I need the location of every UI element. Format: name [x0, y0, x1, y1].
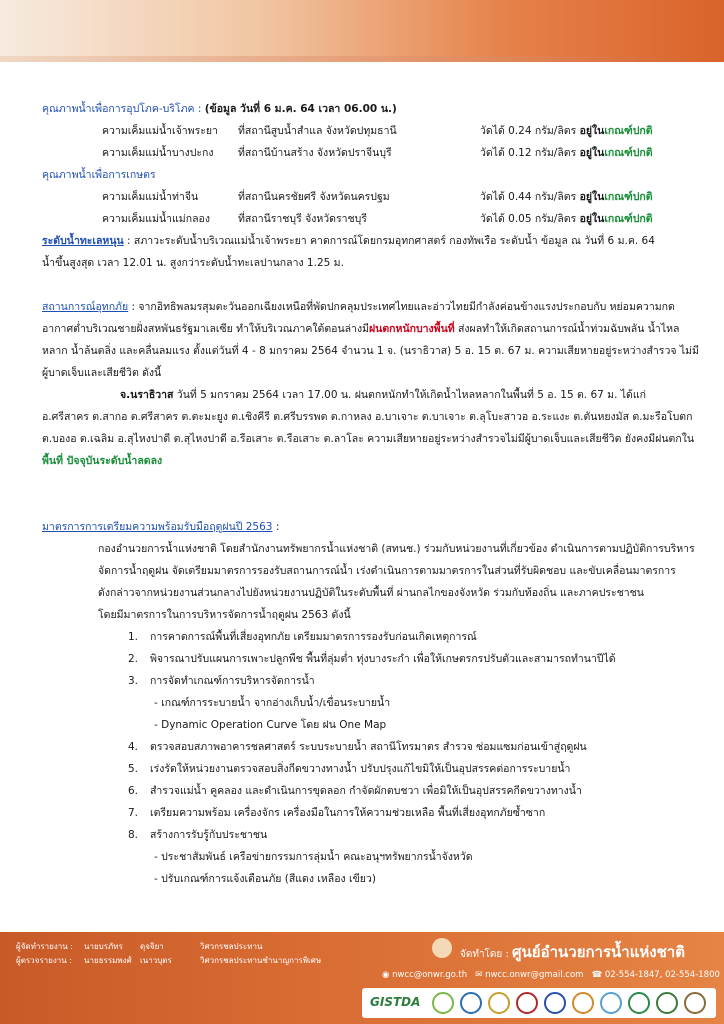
partner-logo-icon: [432, 992, 454, 1014]
list-item: 4. ตรวจสอบสภาพอาคารชลศาสตร์ ระบบระบายน้ำ สถานีโทรมาตร สำรวจ ซ่อมแซมก่อนเข้าสู่ฤดูฝน: [128, 741, 587, 753]
list-item: 5. เร่งรัดให้หน่วยงานตรวจสอบสิ่งกีดขวางทางน้ำ ปรับปรุงแก้ไขมิให้เป็นอุปสรรคต่อการระบายน้ำ: [128, 763, 571, 775]
sea-level-line: ระดับน้ำทะเลหนุน : สภาวะระดับน้ำบริเวณแม่น้ำเจ้าพระยา คาดการณ์โดยกรมอุทกศาสตร์ กองทัพเรือ ระดับน้ำ ข้อมูล ณ วันที่ 6 ม.ค. 64: [42, 235, 655, 247]
list-item: 7. เตรียมความพร้อม เครื่องจักร เครื่องมือในการให้ความช่วยเหลือ พื้นที่เสี่ยงอุทกภัยซ้ำซาก: [128, 807, 546, 819]
flood-detail: จ.นราธิวาส วันที่ 5 มกราคม 2564 เวลา 17.00 น. ฝนตกหนักทำให้เกิดน้ำไหลหลากในพื้นที่ 5 อ. 15 ต. 67 ม. ได้แก่: [120, 389, 647, 401]
salinity-row: ความเค็มแม่น้ำบางปะกง ที่สถานีบ้านสร้าง จังหวัดปราจีนบุรี วัดได้ 0.12 กรัม/ลิตร อยู่ในเกณฑ์ปกติ: [102, 147, 653, 159]
domestic-quality-heading: คุณภาพน้ำเพื่อการอุปโภค-บริโภค : (ข้อมูล วันที่ 6 ม.ค. 64 เวลา 06.00 น.): [42, 103, 397, 115]
mail-icon: ✉: [475, 970, 483, 980]
list-item: 1. การคาดการณ์พื้นที่เสี่ยงอุทกภัย เตรียมมาตรการรองรับก่อนเกิดเหตุการณ์: [128, 631, 477, 643]
phone-icon: ☎: [591, 970, 603, 980]
partner-logo-icon: [684, 992, 706, 1014]
spacer: [42, 472, 692, 494]
flood-line: อากาศต่ำบริเวณชายฝั่งสหพันธรัฐมาเลเซีย ทำให้บริเวณภาคใต้ตอนล่างมีฝนตกหนักบางพื้นที่ ส่งผลทำให้เกิดสถานการณ์น้ำท่วมฉับพลัน น้ำไหล: [42, 323, 680, 335]
sub-item: - Dynamic Operation Curve โดย ฝน One Map: [154, 719, 387, 731]
partner-logo-icon: [544, 992, 566, 1014]
org-title: จัดทำโดย : ศูนย์อำนวยการน้ำแห่งชาติ: [460, 943, 685, 961]
salinity-row: ความเค็มแม่น้ำท่าจีน ที่สถานีนครชัยศรี จังหวัดนครปฐม วัดได้ 0.44 กรัม/ลิตร อยู่ในเกณฑ์ปกติ: [102, 191, 653, 203]
website-link[interactable]: nwcc@onwr.go.th: [392, 970, 468, 980]
spacer: [42, 274, 692, 296]
email-link[interactable]: nwcc.onwr@gmail.com: [485, 970, 584, 980]
footer: ผู้จัดทำรายงาน : นายบรภัทร ดุจจิยา วิศวกรชลประทาน ผู้ตรวจรายงาน : นายธรรมพงศ์ เนาวบุตร วิศวกรชลประทานชำนาญการพิเศษ จัดทำโดย : ศูนย์อำนวยการน้ำแห่งชาติ ◉ nwcc@onwr.go.th ✉ nwcc.onwr@gmail.com ☎ 02-554-1847, 02-554-1800 GISTDA: [0, 932, 724, 1024]
report-body: [42, 98, 699, 890]
flood-line: สถานการณ์อุทกภัย : จากอิทธิพลมรสุมตะวันออกเฉียงเหนือที่พัดปกคลุมประเทศไทยและอ่าวไทยมีกำลังค่อนข้างแรงประกอบกับ หย่อมความกด: [42, 301, 675, 313]
sub-item: - เกณฑ์การระบายน้ำ จากอ่างเก็บน้ำ/เขื่อนระบายน้ำ: [154, 697, 391, 709]
prep-intro: กองอำนวยการน้ำแห่งชาติ โดยสำนักงานทรัพยากรน้ำแห่งชาติ (สทนช.) ร่วมกับหน่วยงานที่เกี่ยวข้อง ดำเนินการตามปฏิบัติการบริหาร: [98, 543, 695, 555]
partner-logo-icon: [516, 992, 538, 1014]
partner-logo-icon: [656, 992, 678, 1014]
list-item: 2. พิจารณาปรับแผนการเพาะปลูกพืช พื้นที่ลุ่มต่ำ ทุ่งบางระกำ เพื่อให้เกษตรกรปรับตัวและสามารถทำนาปีได้: [128, 653, 616, 665]
prep-heading: มาตรการการเตรียมความพร้อมรับมือฤดูฝนปี 2563 :: [42, 521, 280, 533]
partner-logo-icon: [572, 992, 594, 1014]
partner-logos: GISTDA: [362, 988, 716, 1018]
partner-logo-icon: [600, 992, 622, 1014]
phone-number: 02-554-1847, 02-554-1800: [604, 970, 720, 980]
agri-quality-heading: คุณภาพน้ำเพื่อการเกษตร: [42, 169, 156, 181]
partner-logo-icon: [488, 992, 510, 1014]
salinity-row: ความเค็มแม่น้ำเจ้าพระยา ที่สถานีสูบน้ำสำแล จังหวัดปทุมธานี วัดได้ 0.24 กรัม/ลิตร อยู่ในเกณฑ์ปกติ: [102, 125, 653, 137]
prep-intro: ดังกล่าวจากหน่วยงานส่วนกลางไปยังหน่วยงานปฏิบัติในระดับพื้นที่ ผ่านกลไกของจังหวัด ร่วมกับท้องถิ่น และภาคประชาชน: [98, 587, 644, 599]
flood-line: หลาก น้ำล้นตลิ่ง และคลื่นลมแรง ตั้งแต่วันที่ 4 - 8 มกราคม 2564 จำนวน 1 จ. (นราธิวาส) 5 อ. 15 ต. 67 ม. ความเสียหายอยู่ระหว่างสำรวจ ไม่มี: [42, 345, 699, 357]
sea-level-line: น้ำขึ้นสูงสุด เวลา 12.01 น. สูงกว่าระดับน้ำทะเลปานกลาง 1.25 ม.: [42, 257, 344, 269]
salinity-row: ความเค็มแม่น้ำแม่กลอง ที่สถานีราชบุรี จังหวัดราชบุรี วัดได้ 0.05 กรัม/ลิตร อยู่ในเกณฑ์ปกติ: [102, 213, 653, 225]
globe-icon: ◉: [382, 970, 390, 980]
sub-item: - ประชาสัมพันธ์ เครือข่ายกรรมการลุ่มน้ำ คณะอนุฯทรัพยากรน้ำจังหวัด: [154, 851, 473, 863]
contact-line: [382, 970, 720, 980]
partner-logo-icon: [460, 992, 482, 1014]
list-item: 6. สำรวจแม่น้ำ คูคลอง และดำเนินการขุดลอก กำจัดผักตบชวา เพื่อมิให้เป็นอุปสรรคกีดขวางทางน้ำ: [128, 785, 582, 797]
list-item: 3. การจัดทำเกณฑ์การบริหารจัดการน้ำ: [128, 675, 315, 687]
water-drop-logo-icon: [432, 938, 452, 958]
list-item: 8. สร้างการรับรู้กับประชาชน: [128, 829, 268, 841]
flood-line: ผู้บาดเจ็บและเสียชีวิต ดังนี้: [42, 367, 162, 379]
flood-detail: ต.บองอ ต.เฉลิม อ.สุไหงปาดี ต.สุไหงปาดี อ.รือเสาะ ต.รือเสาะ ต.ลาโละ ความเสียหายอยู่ระหว่างสำรวจไม่มีผู้บาดเจ็บและเสียชีวิต ยังคงมีฝนตกใน: [42, 433, 694, 445]
flood-detail: อ.ศรีสาคร ต.สากอ ต.ศรีสาคร ต.ตะมะยูง ต.เชิงคีรี ต.ศรีบรรพต ต.กาหลง อ.บาเจาะ ต.บาเจาะ ต.ลุโบะสาวอ อ.ระแงะ ต.ตันหยงมัส ต.มะรือโบตก: [42, 411, 693, 423]
header-banner: [0, 0, 724, 62]
partner-logo-icon: [628, 992, 650, 1014]
prep-intro: โดยมีมาตรการในการบริหารจัดการน้ำฤดูฝน 2563 ดังนี้: [98, 609, 351, 621]
flood-detail: พื้นที่ ปัจจุบันระดับน้ำลดลง: [42, 455, 163, 467]
prep-intro: จัดการน้ำฤดูฝน จัดเตรียมมาตรการรองรับสถานการณ์น้ำ เร่งดำเนินการตามมาตรการในส่วนที่รับผิดชอบ และขับเคลื่อนมาตรการ: [98, 565, 676, 577]
sub-item: - ปรับเกณฑ์การแจ้งเตือนภัย (สีแดง เหลือง เขียว): [154, 873, 376, 885]
spacer: [42, 494, 692, 516]
